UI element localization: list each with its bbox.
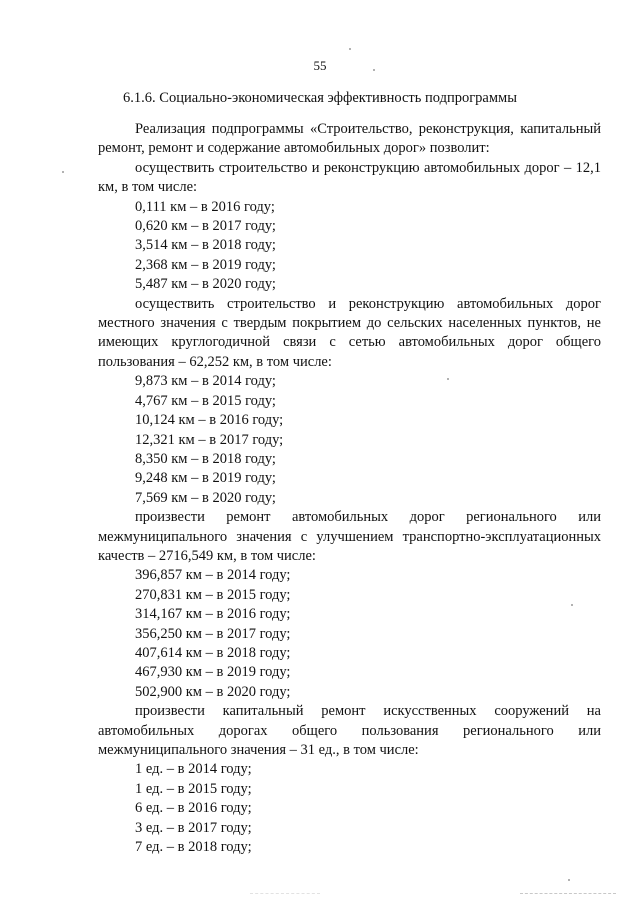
intro-paragraph: Реализация подпрограммы «Строительство, реконструкция, капитальный ремонт, ремонт и содержание автомобильных дорог» позволит: xyxy=(98,121,601,157)
section-lead-repair: произвести ремонт автомобильных дорог регионального или межмуниципального значения с улучшением транспортно-эксплуатационных качеств – 2716,549 км, в том числе: xyxy=(98,509,601,564)
list-item: 270,831 км – в 2015 году; xyxy=(135,586,291,603)
list-item: 1 ед. – в 2015 году; xyxy=(135,780,252,797)
section-lead-construction: осуществить строительство и реконструкцию автомобильных дорог – 12,1 км, в том числе: xyxy=(98,159,601,196)
scan-edge-mark xyxy=(520,893,616,895)
list-item: 7 ед. – в 2018 году; xyxy=(135,839,252,856)
list-item: 3 ед. – в 2017 году; xyxy=(135,819,252,836)
list-item: 6 ед. – в 2016 году; xyxy=(135,800,252,817)
list-item: 356,250 км – в 2017 году; xyxy=(135,625,291,642)
list-item: 4,767 км – в 2015 году; xyxy=(135,392,276,409)
section-lead-rural-roads: осуществить строительство и реконструкцию автомобильных дорог местного значения с твердым покрытием до сельских населенных пунктов, не имеющих круглогодичной связи с сетью автомобильных дорог общего пользования – 62,252 км, в том числе: xyxy=(98,295,601,370)
list-item: 3,514 км – в 2018 году; xyxy=(135,237,276,254)
list-item: 0,111 км – в 2016 году; xyxy=(135,198,275,215)
list-item: 314,167 км – в 2016 году; xyxy=(135,606,291,623)
scan-speck xyxy=(568,879,570,881)
section-lead-structures: произвести капитальный ремонт искусственных сооружений на автомобильных дорогах общего пользования регионального или межмуниципального значения – 31 ед., в том числе: xyxy=(98,703,601,758)
list-item: 467,930 км – в 2019 году; xyxy=(135,664,291,681)
body-text xyxy=(98,120,601,857)
scan-speck xyxy=(62,171,64,173)
list-item: 5,487 км – в 2020 году; xyxy=(135,276,276,293)
list-item: 0,620 км – в 2017 году; xyxy=(135,218,276,235)
list-item: 12,321 км – в 2017 году; xyxy=(135,431,284,448)
list-item: 396,857 км – в 2014 году; xyxy=(135,567,291,584)
list-item: 502,900 км – в 2020 году; xyxy=(135,683,291,700)
scan-speck xyxy=(349,48,351,50)
section-heading: 6.1.6. Социально-экономическая эффективность подпрограммы xyxy=(123,90,517,106)
scan-edge-mark xyxy=(250,893,320,895)
list-item: 407,614 км – в 2018 году; xyxy=(135,644,291,661)
list-item: 1 ед. – в 2014 году; xyxy=(135,761,252,778)
list-item: 2,368 км – в 2019 году; xyxy=(135,256,276,273)
list-item: 8,350 км – в 2018 году; xyxy=(135,450,276,467)
list-item: 7,569 км – в 2020 году; xyxy=(135,489,276,506)
list-item: 9,248 км – в 2019 году; xyxy=(135,470,276,487)
list-item: 10,124 км – в 2016 году; xyxy=(135,412,284,429)
list-item: 9,873 км – в 2014 году; xyxy=(135,373,276,390)
page-number: 55 xyxy=(313,58,327,73)
